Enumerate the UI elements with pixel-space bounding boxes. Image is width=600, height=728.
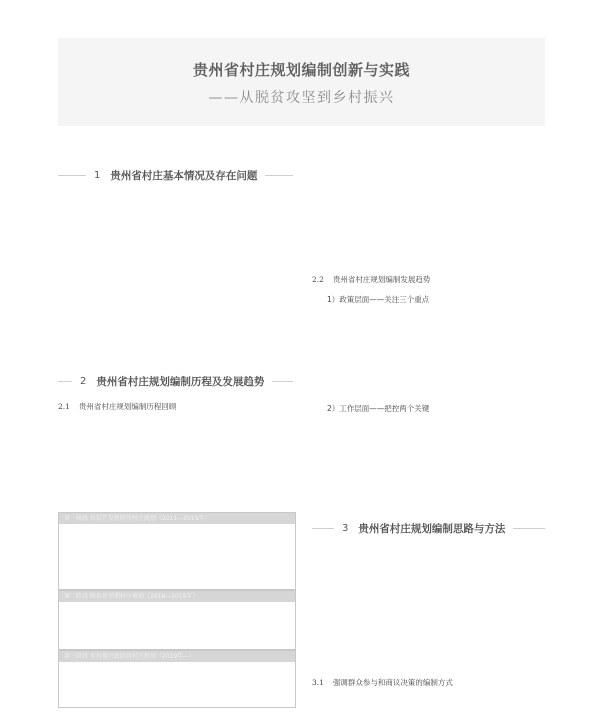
trend-item-policy: 1）政策层面——关注三个重点	[327, 295, 430, 304]
heading-rule-right	[513, 528, 545, 529]
subsection-title: 强调群众参与和商议决策的编制方式	[332, 678, 453, 687]
stage-card-3	[58, 650, 296, 708]
section-title: 贵州省村庄规划编制思路与方法	[358, 522, 506, 535]
stage-label: 第一阶段 扶贫开发新阶段村庄规划（2011—2015年）	[59, 513, 295, 524]
stage-label: 第二阶段 脱贫攻坚期村庄规划（2016—2019年）	[59, 591, 295, 602]
section-number: 1	[94, 169, 101, 181]
trend-item-work: 2）工作层面——把控两个关键	[327, 404, 430, 413]
subsection-2-1-heading	[58, 401, 176, 412]
stage-label: 第三阶段 乡村振兴新阶段村庄规划（2019年—）	[59, 651, 295, 662]
subsection-2-2-heading	[312, 274, 430, 285]
title-banner	[58, 38, 545, 126]
subsection-number: 3.1	[312, 678, 324, 687]
heading-rule-left	[58, 175, 86, 176]
section-title: 贵州省村庄基本情况及存在问题	[110, 169, 258, 182]
subsection-title: 贵州省村庄规划编制发展趋势	[332, 275, 431, 284]
section-3-heading	[312, 519, 545, 537]
section-title: 贵州省村庄规划编制历程及发展趋势	[96, 375, 265, 388]
section-number: 3	[342, 522, 349, 534]
section-2-heading	[58, 372, 293, 390]
page-subtitle: ——从脱贫攻坚到乡村振兴	[208, 90, 395, 106]
heading-rule-right	[272, 381, 293, 382]
stage-card-2	[58, 590, 296, 650]
subsection-number: 2.1	[58, 402, 70, 411]
section-1-heading	[58, 166, 293, 184]
section-number: 2	[80, 375, 87, 387]
heading-rule-right	[265, 175, 293, 176]
subsection-title: 贵州省村庄规划编制历程回顾	[78, 402, 177, 411]
subsection-number: 2.2	[312, 275, 324, 284]
heading-rule-left	[58, 381, 72, 382]
page-title: 贵州省村庄规划编制创新与实践	[192, 61, 410, 79]
subsection-3-1-heading	[312, 677, 453, 688]
stage-card-1	[58, 512, 296, 590]
heading-rule-left	[312, 528, 334, 529]
